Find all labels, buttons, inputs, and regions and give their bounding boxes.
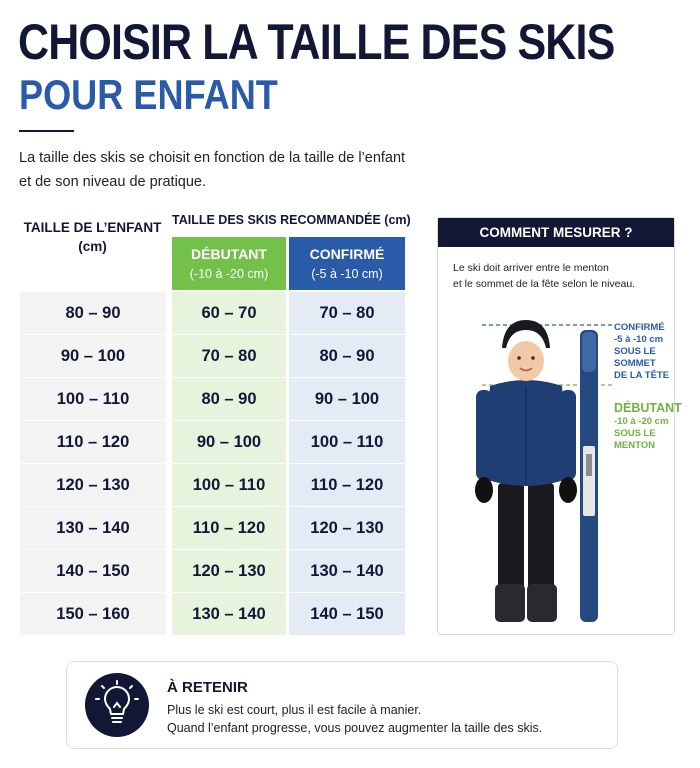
beginner-measure-title: DÉBUTANT [614, 401, 682, 415]
lightbulb-icon [85, 673, 149, 737]
tip-box [66, 661, 618, 749]
table-row [20, 378, 405, 420]
child-size-cell: 110 – 120 [20, 421, 166, 463]
beginner-size-cell: 60 – 70 [172, 292, 286, 334]
measure-card [437, 217, 682, 635]
confirmed-size-cell: 140 – 150 [289, 593, 405, 635]
confirmed-measure-desc-2: DE LA TÊTE [614, 370, 670, 381]
child-size-cell: 140 – 150 [20, 550, 166, 592]
child-size-cell: 150 – 160 [20, 593, 166, 635]
ski-size-header: TAILLE DES SKIS RECOMMANDÉE (cm) [172, 213, 411, 227]
beginner-size-cell: 100 – 110 [172, 464, 286, 506]
confirmed-header [289, 237, 405, 290]
beginner-header [172, 237, 286, 290]
child-size-header [20, 218, 165, 256]
confirmed-size-cell: 90 – 100 [289, 378, 405, 420]
confirmed-measure-desc-1: SOUS LE SOMMET [614, 346, 656, 369]
table-row [20, 292, 405, 334]
table-row [20, 335, 405, 377]
beginner-size-cell: 110 – 120 [172, 507, 286, 549]
intro-text [19, 146, 439, 194]
child-size-cell: 90 – 100 [20, 335, 166, 377]
tip-line-2: Quand l’enfant progresse, vous pouvez augmenter la taille des skis. [167, 721, 543, 735]
beginner-header-range: (-10 à -20 cm) [189, 267, 269, 281]
confirmed-size-cell: 80 – 90 [289, 335, 405, 377]
child-size-cell: 120 – 130 [20, 464, 166, 506]
confirmed-measure-title: CONFIRMÉ [614, 322, 665, 333]
beginner-size-cell: 90 – 100 [172, 421, 286, 463]
confirmed-size-cell: 70 – 80 [289, 292, 405, 334]
confirmed-size-cell: 110 – 120 [289, 464, 405, 506]
beginner-size-cell: 70 – 80 [172, 335, 286, 377]
tip-title: À RETENIR [167, 679, 248, 696]
measure-instructions-line-1: Le ski doit arriver entre le menton [453, 262, 609, 274]
measure-instructions-line-2: et le sommet de la fête selon le niveau. [453, 278, 636, 290]
face-shape [508, 341, 544, 381]
title-divider [19, 130, 74, 132]
table-row [20, 464, 405, 506]
beginner-measure-desc: SOUS LE MENTON [614, 428, 656, 451]
table-row [20, 593, 405, 635]
confirmed-header-label: CONFIRMÉ [309, 246, 385, 262]
tip-line-1: Plus le ski est court, plus il est facile à manier. [167, 703, 422, 717]
intro-line-2: et de son niveau de pratique. [19, 174, 207, 190]
measure-card-title: COMMENT MESURER ? [438, 218, 674, 247]
child-size-header-unit: (cm) [78, 239, 107, 254]
beginner-header-label: DÉBUTANT [191, 246, 267, 262]
page-subtitle: POUR ENFANT [19, 71, 278, 118]
beginner-size-cell: 80 – 90 [172, 378, 286, 420]
table-row [20, 550, 405, 592]
page-title: CHOISIR LA TAILLE DES SKIS [18, 14, 615, 70]
confirmed-size-cell: 120 – 130 [289, 507, 405, 549]
beginner-measure-range: -10 à -20 cm [614, 416, 669, 427]
table-row [20, 421, 405, 463]
confirmed-header-range: (-5 à -10 cm) [311, 267, 383, 281]
confirmed-size-cell: 130 – 140 [289, 550, 405, 592]
confirmed-measure-label [614, 322, 684, 382]
beginner-measure-label [614, 401, 684, 452]
child-size-cell: 80 – 90 [20, 292, 166, 334]
confirmed-size-cell: 100 – 110 [289, 421, 405, 463]
beginner-size-cell: 120 – 130 [172, 550, 286, 592]
table-row [20, 507, 405, 549]
child-size-cell: 130 – 140 [20, 507, 166, 549]
child-size-header-label: TAILLE DE L’ENFANT [23, 220, 162, 235]
child-size-cell: 100 – 110 [20, 378, 166, 420]
beginner-size-cell: 130 – 140 [172, 593, 286, 635]
confirmed-measure-range: -5 à -10 cm [614, 334, 664, 345]
intro-line-1: La taille des skis se choisit en fonction de la taille de l’enfant [19, 150, 406, 166]
